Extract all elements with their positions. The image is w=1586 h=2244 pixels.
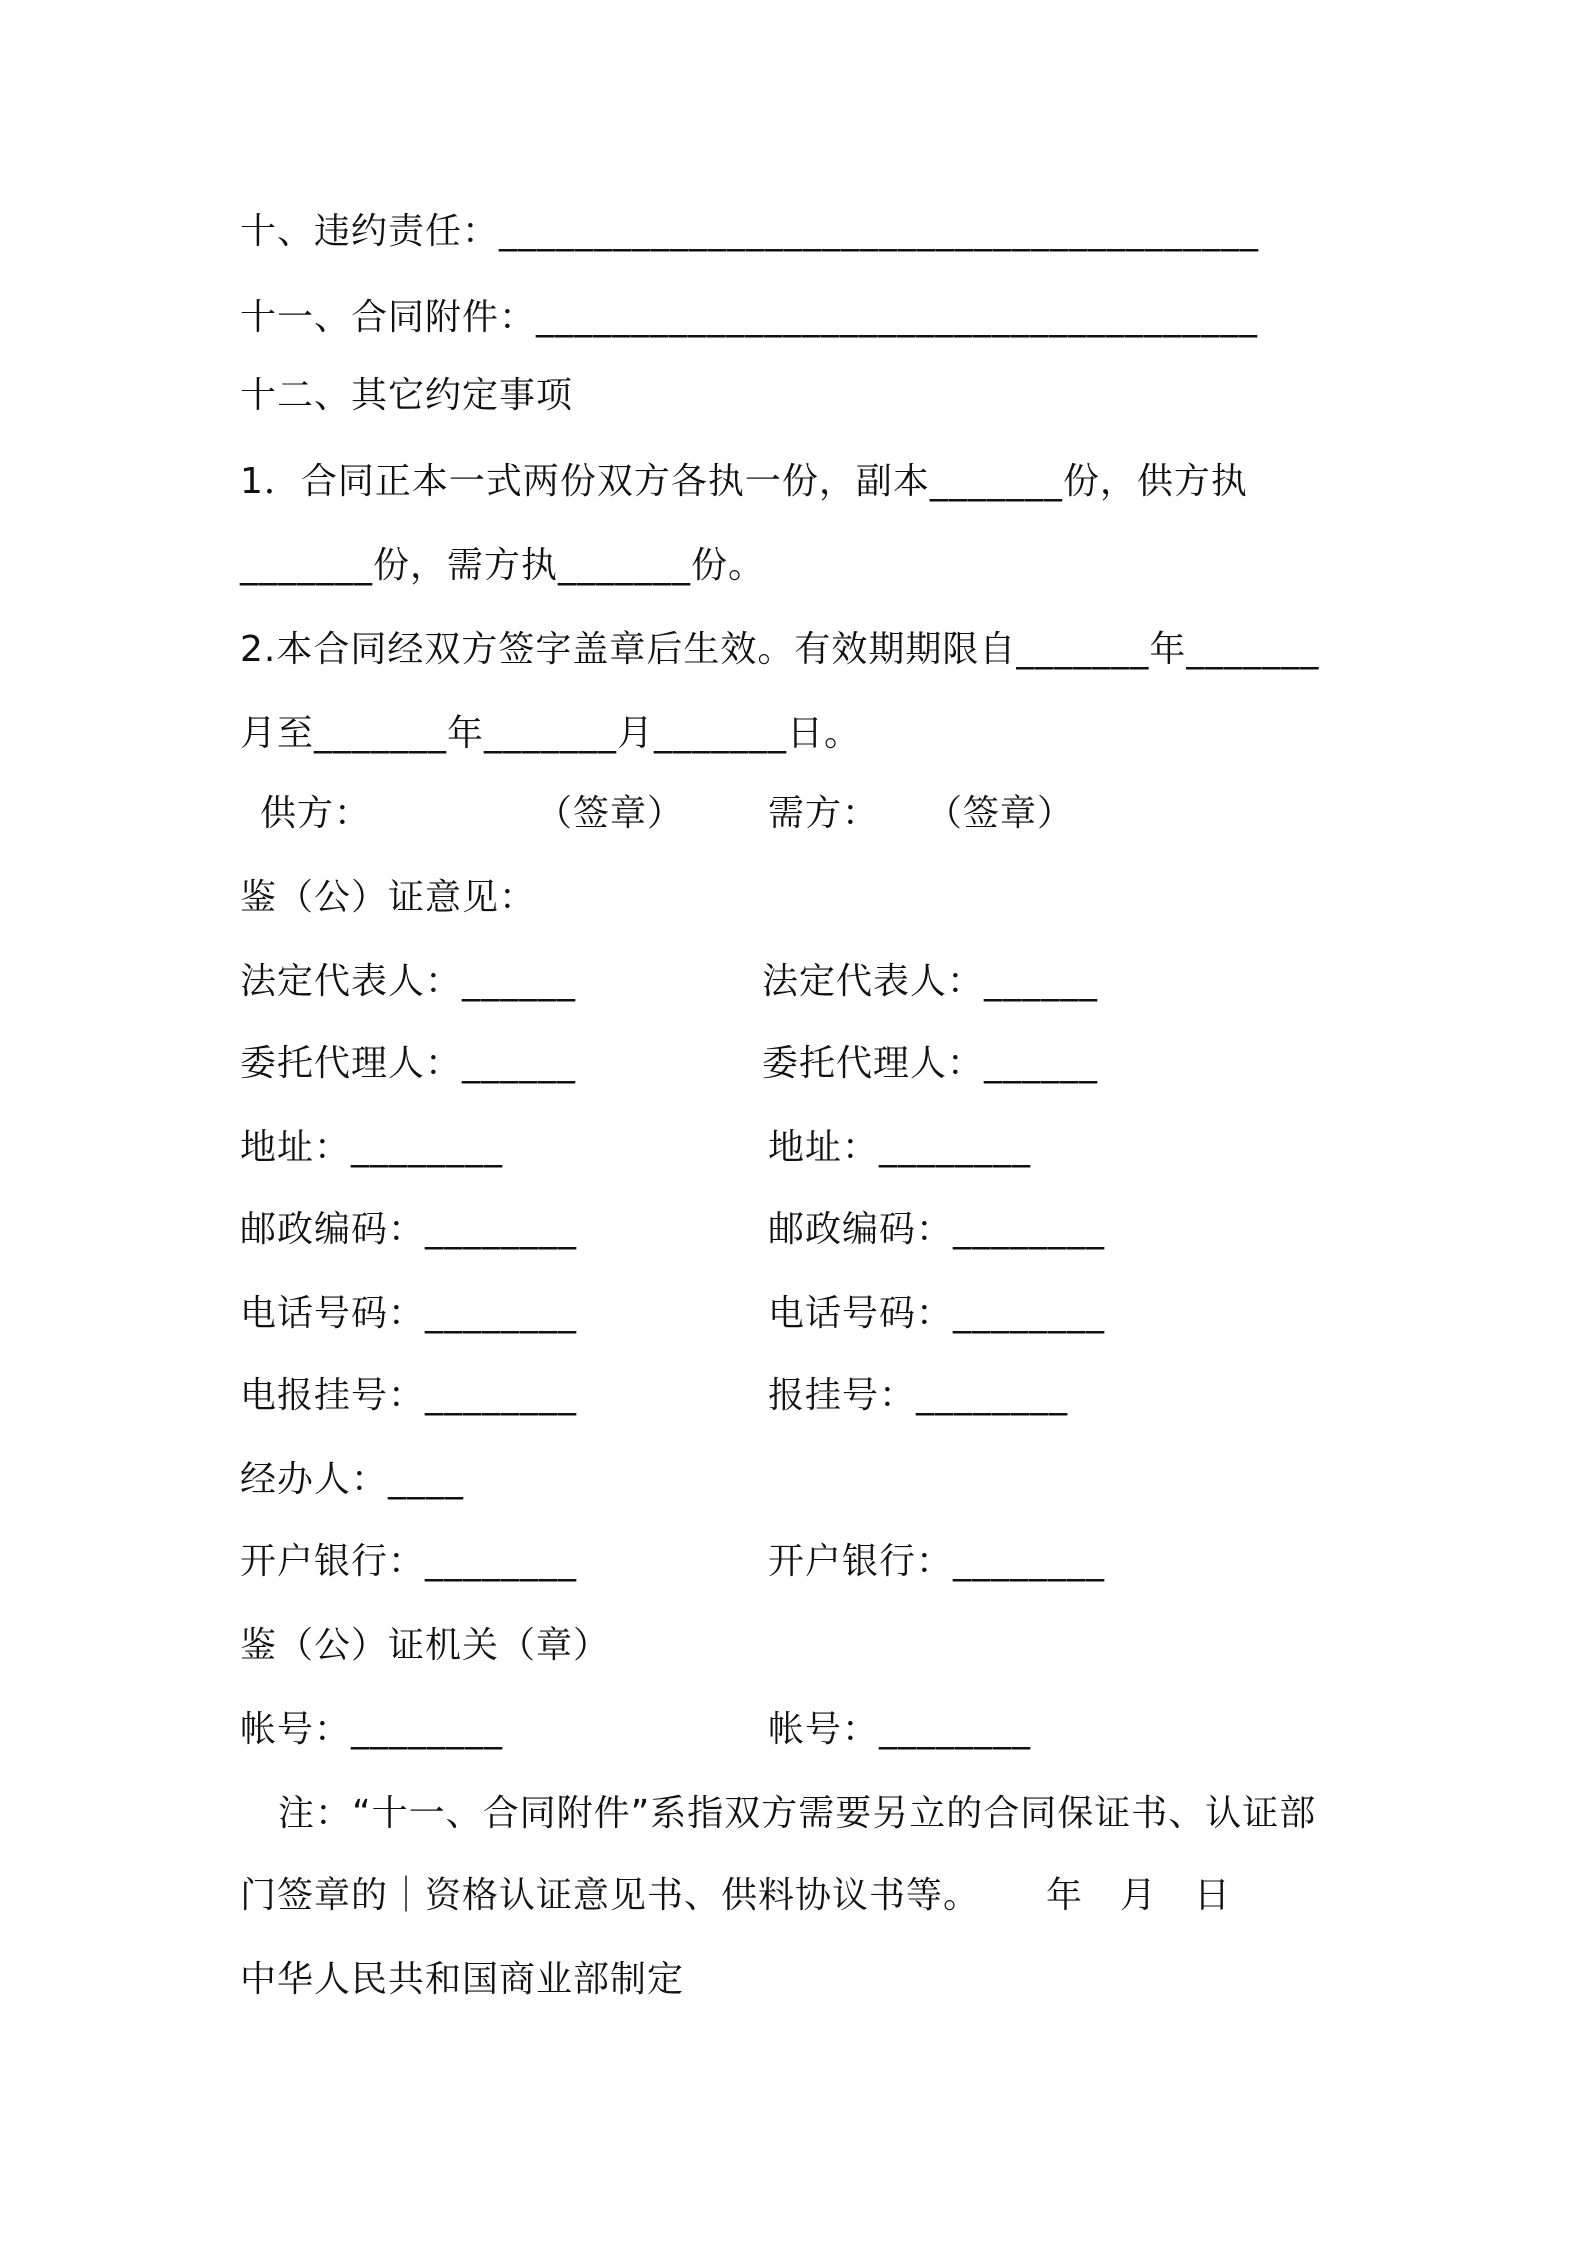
item-2-line-1: 2.本合同经双方签字盖章后生效。有效期期限自_______年_______ — [240, 629, 1320, 670]
left-legal-representative: 法定代表人：______ — [240, 961, 577, 1002]
right-phone-number: 电话号码：________ — [768, 1293, 1106, 1334]
clause-12-heading: 十二、其它约定事项 — [240, 375, 574, 416]
buyer-seal: （签章） — [926, 793, 1075, 834]
left-telegraph-code: 电报挂号：________ — [240, 1375, 578, 1416]
left-account-number: 帐号：________ — [240, 1709, 504, 1750]
left-phone-number: 电话号码：________ — [240, 1293, 578, 1334]
right-legal-representative: 法定代表人：______ — [762, 961, 1099, 1002]
right-telegraph-code: 报挂号：________ — [768, 1375, 1069, 1416]
right-authorized-agent: 委托代理人：______ — [762, 1043, 1099, 1084]
notary-opinion-label: 鉴（公）证意见： — [240, 877, 537, 918]
note-date: 年 月 日 — [1046, 1875, 1232, 1916]
right-account-number: 帐号：________ — [768, 1709, 1032, 1750]
left-bank: 开户银行：________ — [240, 1541, 578, 1582]
clause-11-attachments: 十一、合同附件：______________________________________ — [240, 297, 1259, 338]
right-address: 地址：________ — [768, 1127, 1032, 1168]
right-postal-code: 邮政编码：________ — [768, 1209, 1106, 1250]
left-address: 地址：________ — [240, 1127, 504, 1168]
left-authorized-agent: 委托代理人：______ — [240, 1043, 577, 1084]
footer-issuer: 中华人民共和国商业部制定 — [240, 1959, 685, 2000]
left-postal-code: 邮政编码：________ — [240, 1209, 578, 1250]
item-1-line-2: _______份，需方执_______份。 — [240, 545, 766, 586]
clause-10-breach-liability: 十、违约责任：________________________________________ — [240, 211, 1260, 252]
right-bank: 开户银行：________ — [768, 1541, 1106, 1582]
note-line-2: 门签章的｜资格认证意见书、供料协议书等。 — [240, 1875, 981, 1916]
notary-authority-seal: 鉴（公）证机关（章） — [240, 1625, 611, 1666]
left-handler: 经办人：____ — [240, 1459, 465, 1500]
buyer-label: 需方： — [768, 793, 880, 834]
supplier-seal: （签章） — [536, 793, 685, 834]
supplier-label: 供方： — [260, 793, 372, 834]
item-1-line-1: 1．合同正本一式两份双方各执一份，副本_______份，供方执 — [240, 461, 1248, 502]
note-line-1: 注：“十一、合同附件”系指双方需要另立的合同保证书、认证部 — [278, 1793, 1317, 1834]
item-2-line-2: 月至_______年_______月_______日。 — [240, 713, 862, 754]
